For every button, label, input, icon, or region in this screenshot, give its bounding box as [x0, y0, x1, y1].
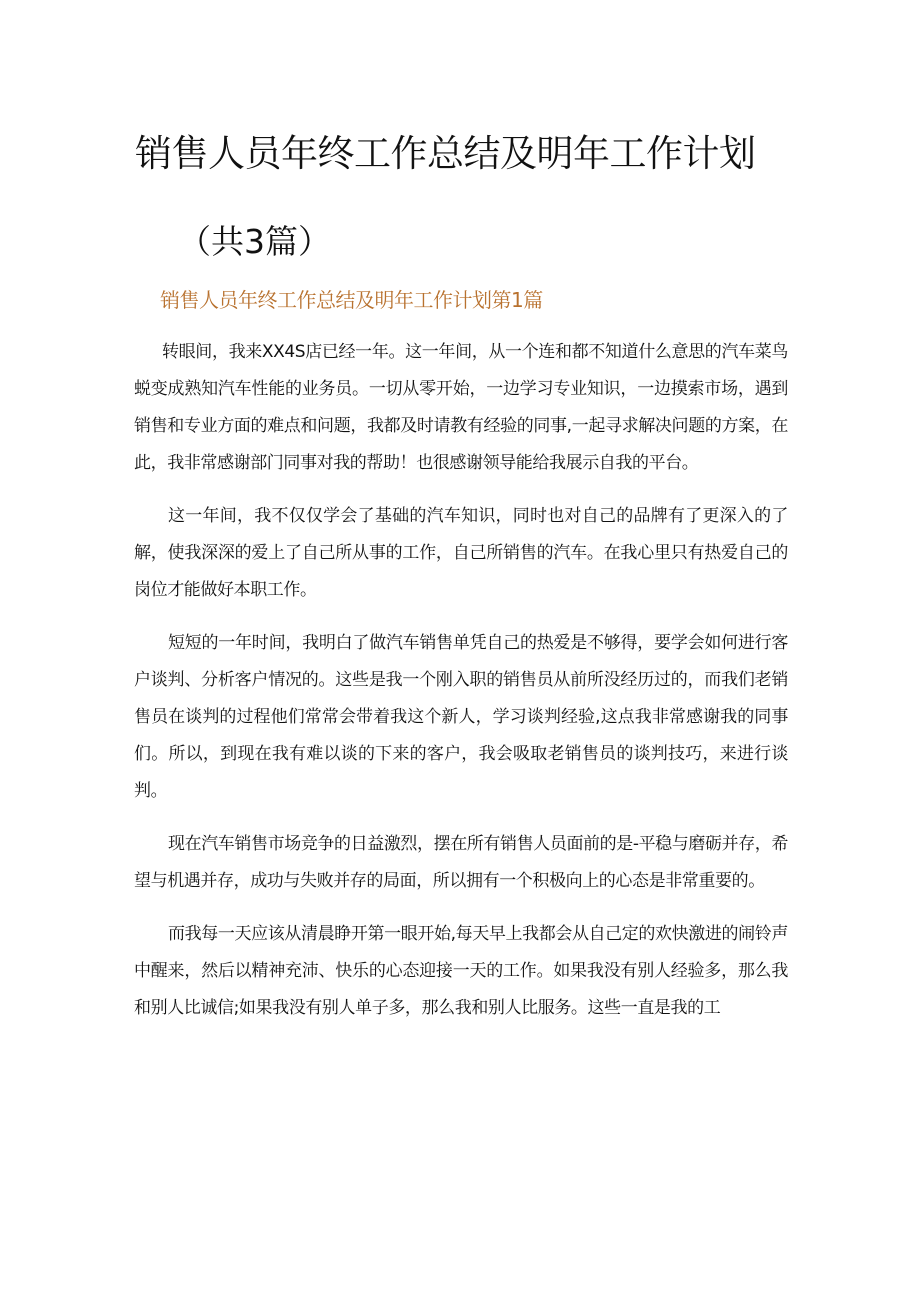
section-heading: 销售人员年终工作总结及明年工作计划第1篇: [160, 288, 543, 312]
document-title-count: （共3篇）: [178, 222, 331, 261]
paragraph: 这一年间，我不仅仅学会了基础的汽车知识，同时也对自己的品牌有了更深入的了解，使我深深的爱上了自己所从事的工作，自己所销售的汽车。在我心里只有热爱自己的岗位才能做好本职工作。: [134, 506, 788, 600]
paragraph: 短短的一年时间，我明白了做汽车销售单凭自己的热爱是不够得，要学会如何进行客户谈判、分析客户情况的。这些是我一个刚入职的销售员从前所没经历过的，而我们老销售员在谈判的过程他们常常会带着我这个新人，学习谈判经验,这点我非常感谢我的同事们。所以，到现在我有难以谈的下来的客户，我会吸取老销售员的谈判技巧，来进行谈判。: [134, 633, 788, 801]
paragraph: 现在汽车销售市场竞争的日益激烈，摆在所有销售人员面前的是-平稳与磨砺并存，希望与机遇并存，成功与失败并存的局面，所以拥有一个积极向上的心态是非常重要的。: [134, 834, 788, 891]
document-body: [134, 334, 788, 1043]
paragraph: 而我每一天应该从清晨睁开第一眼开始,每天早上我都会从自己定的欢快激进的闹铃声中醒来，然后以精神充沛、快乐的心态迎接一天的工作。如果我没有别人经验多，那么我和别人比诚信;如果我没有别人单子多，那么我和别人比服务。这些一直是我的工: [134, 924, 788, 1018]
document-title: 销售人员年终工作总结及明年工作计划: [135, 132, 756, 175]
paragraph: 转眼间，我来XX4S店已经一年。这一年间，从一个连和都不知道什么意思的汽车菜鸟蜕变成熟知汽车性能的业务员。一切从零开始，一边学习专业知识，一边摸索市场，遇到销售和专业方面的难点和问题，我都及时请教有经验的同事,一起寻求解决问题的方案，在此，我非常感谢部门同事对我的帮助！也很感谢领导能给我展示自我的平台。: [134, 342, 788, 473]
